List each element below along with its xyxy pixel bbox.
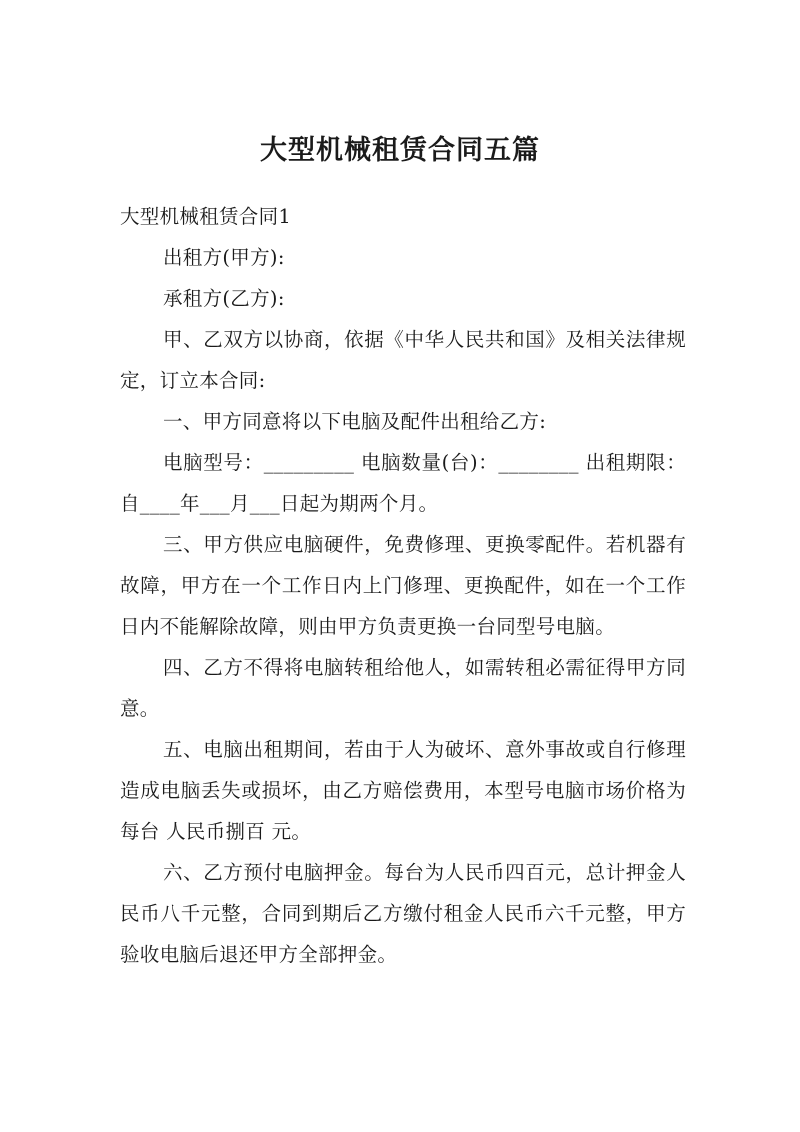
paragraph-clause-3: 三、甲方供应电脑硬件，免费修理、更换零配件。若机器有故障，甲方在一个工作日内上门修理、更换配件，如在一个工作日内不能解除故障，则由甲方负责更换一台同型号电脑。 (120, 533, 686, 638)
paragraph-preamble: 甲、乙双方以协商，依据《中华人民共和国》及相关法律规定，订立本合同: (120, 328, 686, 392)
paragraph-clause-5: 五、电脑出租期间，若由于人为破坏、意外事故或自行修理造成电脑丢失或损坏，由乙方赔偿费用，本型号电脑市场价格为每台 人民币捌百 元。 (120, 738, 686, 843)
paragraph-clause-4: 四、乙方不得将电脑转租给他人，如需转租必需征得甲方同意。 (120, 656, 686, 720)
document-title: 大型机械租赁合同五篇 (260, 135, 540, 166)
document-body (120, 196, 686, 975)
paragraph-clause-6: 六、乙方预付电脑押金。每台为人民币四百元，总计押金人民币八千元整，合同到期后乙方缴付租金人民币六千元整，甲方验收电脑后退还甲方全部押金。 (120, 861, 686, 966)
section-heading: 大型机械租赁合同1 (120, 205, 292, 228)
paragraph-computer-details: 电脑型号：_________ 电脑数量(台)：________ 出租期限：自____年___月___日起为期两个月。 (120, 451, 686, 515)
paragraph-lessor: 出租方(甲方): (163, 246, 285, 269)
paragraph-lessee: 承租方(乙方): (163, 287, 285, 310)
paragraph-clause-1: 一、甲方同意将以下电脑及配件出租给乙方: (163, 410, 547, 433)
